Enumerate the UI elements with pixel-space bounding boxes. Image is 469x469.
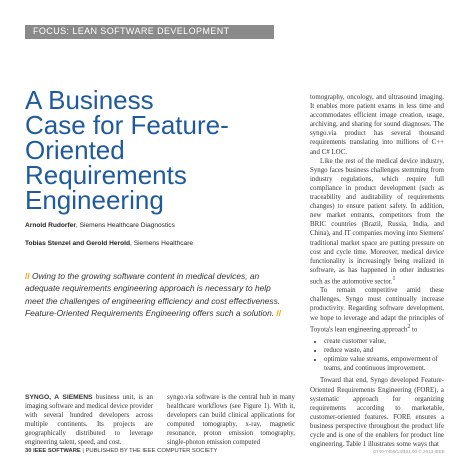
page-footer <box>25 448 445 458</box>
focus-label: FOCUS: LEAN SOFTWARE DEVELOPMENT <box>33 26 230 36</box>
list-item: • optimize value streams, empowerment of teams, and continuous improvement. <box>324 355 444 373</box>
body-column-3 <box>310 93 444 449</box>
lead-in: SYNGO, A SIEMENS <box>25 394 93 401</box>
body-paragraph: tomography, oncology, and ultrasound imaging. It enables more patient exams in less time and accommodates efficient image creation, usage, archiving, and sharing for sound diagnoses. The syngo.via product has several thousand requirements translating into millions of C++ and C# LOC. <box>310 94 444 156</box>
page-number: 30 <box>25 448 32 454</box>
footer-separator: | <box>82 448 84 454</box>
author-affiliation: , Siemens Healthcare Diagnostics <box>75 222 175 229</box>
article-title <box>25 85 295 215</box>
reference-marker: 1 <box>392 275 396 282</box>
abstract-open-mark: // <box>25 271 30 281</box>
magazine-name: IEEE SOFTWARE <box>33 448 81 454</box>
abstract-close-mark: // <box>276 307 282 318</box>
title-line: Oriented <box>25 135 125 165</box>
title-line: A Business <box>25 85 154 115</box>
author-line-1 <box>25 222 175 229</box>
author-names: Tobias Stenzel and Gerold Herold <box>25 240 131 247</box>
list-item: • create customer value, <box>324 337 444 346</box>
abstract <box>25 270 290 319</box>
title-line: Case for Feature- <box>25 110 229 140</box>
bullet-list <box>310 337 444 373</box>
body-paragraph: SYNGO, A SIEMENS business unit, is an imaging software and medical device provider with several hundred developers across multiple continents. Its projects are geographically distributed to leverage engineering talent, speed, and cost. <box>25 394 154 447</box>
publisher-line: PUBLISHED BY THE IEEE COMPUTER SOCIETY <box>85 448 218 454</box>
abstract-text: Owing to the growing software content in medical devices, an adequate requirements engineering approach is necessary to help meet the challenges of engineering efficiency and cost effectiveness. Feature-Oriented Requirements Engineering offers such a solution. <box>25 271 281 318</box>
title-line: Engineering <box>25 185 164 215</box>
copyright-code: 0740-7459/13/$31.00 © 2013 IEEE <box>373 449 445 454</box>
reference-marker: 2 <box>407 323 411 330</box>
body-paragraph: To remain competitive amid these challenges, Syngo must continually increase productivity. Regarding software development, we hope to leverage and adapt the principles of Toyota's lean engineering approach$^2$ to <box>310 287 444 333</box>
focus-banner <box>25 25 274 39</box>
body-paragraph: Like the rest of the medical device industry, Syngo faces business challenges stemming from industry regulations, which require full compliance in product development (such as traceability and auditability of requirements changes) to ensure patient safety. In addition, new market entrants, competitors from the BRIC countries (Brazil, Russia, India, and China), and IT companies moving into Siemens' traditional market space are putting pressure on cost and cycle time. Moreover, medical device functionality is increasingly being realized in software, as has happened in other industries such as the automotive sector.$^1$ <box>310 157 444 286</box>
author-line-2 <box>25 240 193 247</box>
author-names: Arnold Rudorfer <box>25 222 76 229</box>
body-paragraph: Toward that end, Syngo developed Feature-Oriented Requirements Engineering (FORE), a systematic approach for organizing requirements according to marketable, customer-oriented features. FORE ensures a business perspective throughout the product life cycle and is one of the enablers for product line engineering. Table 1 illustrates some ways that <box>310 377 444 449</box>
list-item: • reduce waste, and <box>324 346 444 355</box>
title-line: Requirements <box>25 160 187 190</box>
body-column-1 <box>25 393 153 448</box>
body-column-2 <box>167 393 295 448</box>
body-paragraph: syngo.via software is the central hub in many healthcare workflows (see Figure 1). With it, developers can build clinical applications for computed tomography, x-ray, magnetic resonance, proton emission tomography, single-photon emission computed <box>167 394 295 447</box>
author-affiliation: , Siemens Healthcare <box>130 240 194 247</box>
